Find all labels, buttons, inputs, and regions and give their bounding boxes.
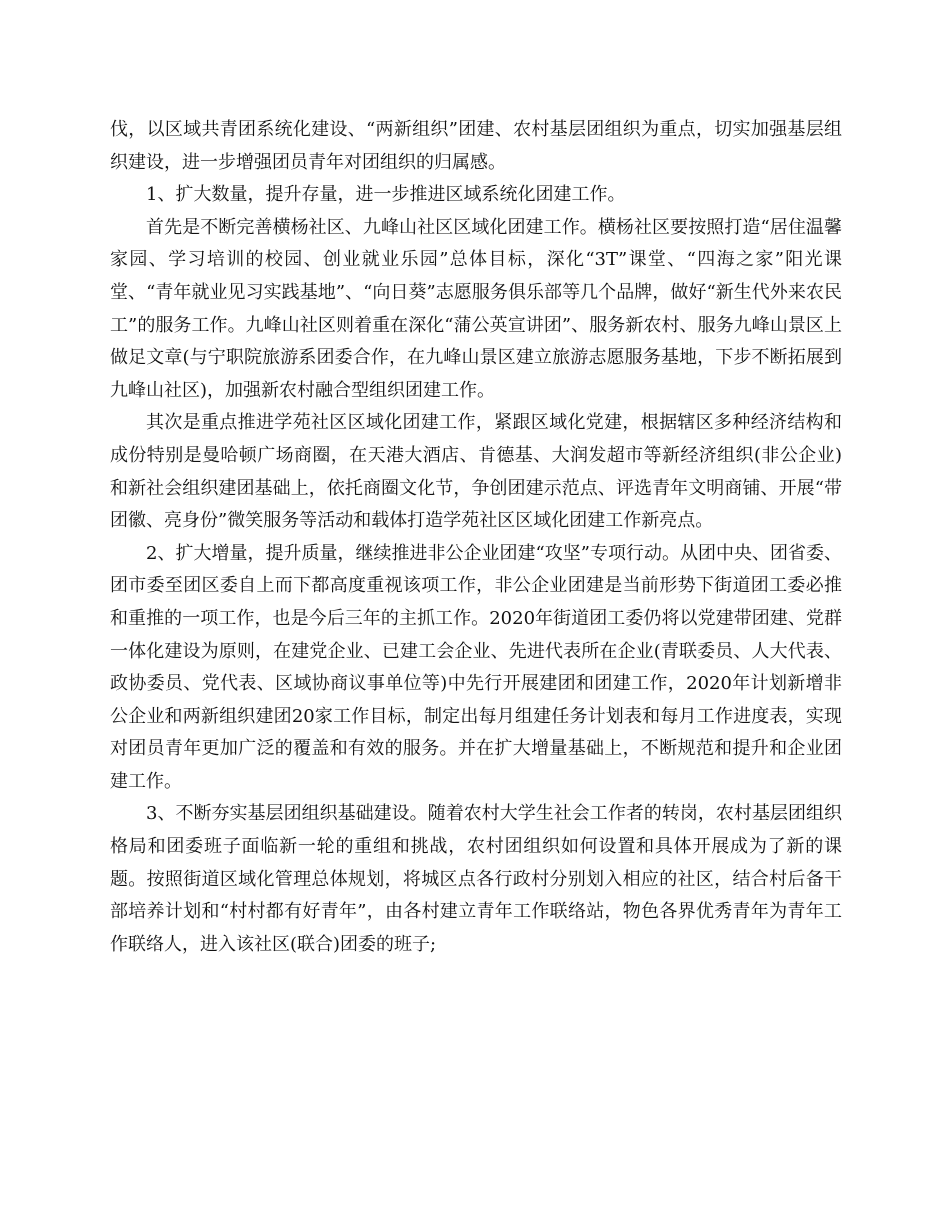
paragraph-hengyang-jiufengshan: 首先是不断完善横杨社区、九峰山社区区域化团建工作。横杨社区要按照打造“居住温馨家园、学习培训的校园、创业就业乐园”总体目标，深化“3T”课堂、“四海之家”阳光课堂、“青年就业见习实践基地”、“向日葵”志愿服务俱乐部等几个品牌，做好“新生代外来农民工”的服务工作。九峰山社区则着重在深化“蒲公英宣讲团”、服务新农村、服务九峰山景区上做足文章(与宁职院旅游系团委合作，在九峰山景区建立旅游志愿服务基地，下步不断拓展到九峰山社区)，加强新农村融合型组织团建工作。 [110,216,842,401]
paragraph-item-2-non-public-enterprise: 2、扩大增量，提升质量，继续推进非公企业团建“攻坚”专项行动。从团中央、团省委、团市委至团区委自上而下都高度重视该项工作，非公企业团建是当前形势下街道团工委必推和重推的一项工作，也是今后三年的主抓工作。2020年街道团工委仍将以党建带团建、党群一体化建设为原则，在建党企业、已建工会企业、先进代表所在企业(青联委员、人大代表、政协委员、党代表、区域协商议事单位等)中先行开展建团和团建工作，2020年计划新增非公企业和两新组织建团20家工作目标，制定出每月组建任务计划表和每月工作进度表，实现对团员青年更加广泛的覆盖和有效的服务。并在扩大增量基础上，不断规范和提升和企业团建工作。 [110,542,842,792]
document-body [110,114,842,961]
paragraph-continuation: 伐，以区域共青团系统化建设、“两新组织”团建、农村基层团组织为重点，切实加强基层组织建设，进一步增强团员青年对团组织的归属感。 [110,119,842,173]
paragraph-item-1-heading: 1、扩大数量，提升存量，进一步推进区域系统化团建工作。 [146,184,626,206]
paragraph-xueyuan-community: 其次是重点推进学苑社区区域化团建工作，紧跟区域化党建，根据辖区多种经济结构和成份特别是曼哈顿广场商圈，在天港大酒店、肯德基、大润发超市等新经济组织(非公企业)和新社会组织建团基础上，依托商圈文化节，争创团建示范点、评选青年文明商铺、开展“带团徽、亮身份”微笑服务等活动和载体打造学苑社区区域化团建工作新亮点。 [110,412,842,532]
paragraph-item-3-grassroots: 3、不断夯实基层团组织基础建设。随着农村大学生社会工作者的转岗，农村基层团组织格局和团委班子面临新一轮的重组和挑战，农村团组织如何设置和具体开展成为了新的课题。按照街道区域化管理总体规划，将城区点各行政村分别划入相应的社区，结合村后备干部培养计划和“村村都有好青年”，由各村建立青年工作联络站，物色各界优秀青年为青年工作联络人，进入该社区(联合)团委的班子; [110,803,842,955]
